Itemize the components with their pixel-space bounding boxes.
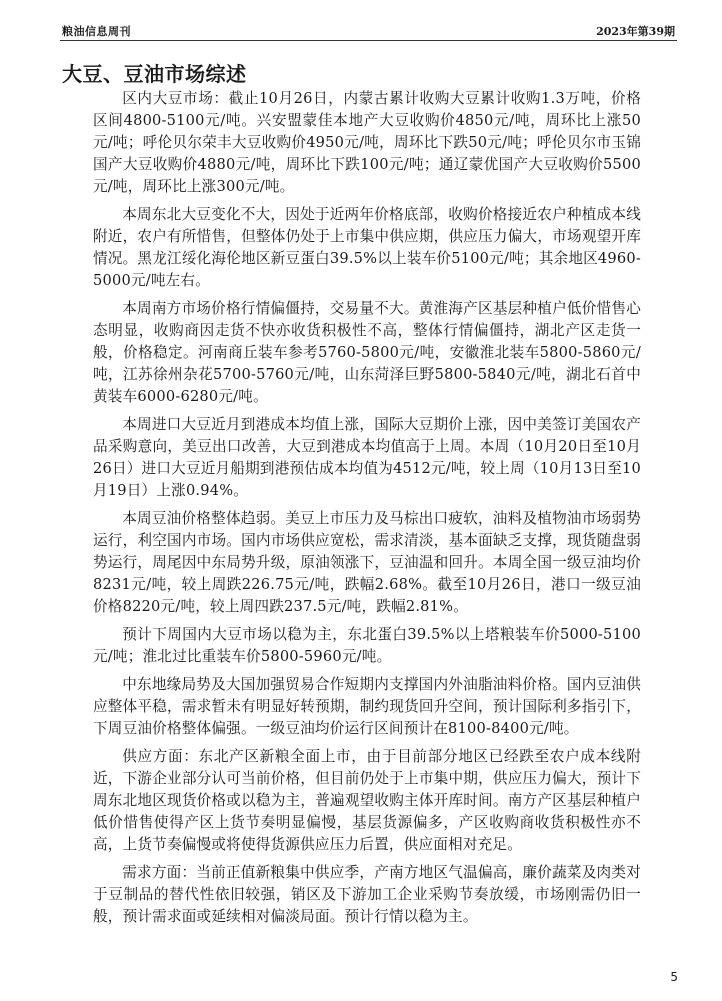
page-number: 5 [670, 970, 678, 984]
section-title: 大豆、豆油市场综述 [62, 62, 247, 86]
article-body [93, 88, 641, 934]
paragraph: 中东地缘局势及大国加强贸易合作短期内支撑国内外油脂油料价格。国内豆油供应整体平稳，需求暂未有明显好转预期，制约现货回升空间，预计国际利多指引下，下周豆油价格整体偏强。一级豆油均价运行区间预计在8100-8400元/吨。 [93, 676, 641, 737]
paragraph: 预计下周国内大豆市场以稳为主，东北蛋白39.5%以上塔粮装车价5000-5100元/吨；淮北过比重装车价5800-5960元/吨。 [93, 626, 641, 665]
paragraph: 本周豆油价格整体趋弱。美豆上市压力及马棕出口疲软，油料及植物油市场弱势运行，利空国内市场。国内市场供应宽松，需求清淡，基本面缺乏支撑，现货随盘弱势运行，周尾因中东局势升级，原油领涨下，豆油温和回升。本周全国一级豆油均价8231元/吨，较上周跌226.75元/吨，跌幅2.68%。截至10月26日，港口一级豆油价格8220元/吨，较上周四跌237.5元/吨，跌幅2.81%。 [93, 510, 641, 615]
paragraph: 本周进口大豆近月到港成本均值上涨，国际大豆期价上涨，因中美签订美国农产品采购意向，美豆出口改善，大豆到港成本均值高于上周。本周（10月20日至10月26日）进口大豆近月船期到港预估成本均值为4512元/吨，较上周（10月13日至10月19日）上涨0.94%。 [93, 416, 641, 499]
paragraph: 供应方面：东北产区新粮全面上市，由于目前部分地区已经跌至农户成本线附近，下游企业部分认可当前价格，但目前仍处于上市集中期，供应压力偏大，预计下周东北地区现货价格或以稳为主，普遍观望收购主体开库时间。南方产区基层种植户低价惜售使得产区上货节奏明显偏慢，基层货源偏多，产区收购商收货积极性亦不高，上货节奏偏慢或将使得货源供应压力后置，供应面相对充足。 [93, 748, 641, 853]
paragraph: 需求方面：当前正值新粮集中供应季，产南方地区气温偏高，廉价蔬菜及肉类对于豆制品的替代性依旧较强，销区及下游加工企业采购节奏放缓，市场刚需仍旧一般，预计需求面或延续相对偏淡局面。预计行情以稳为主。 [93, 864, 641, 925]
paragraph: 区内大豆市场：截止10月26日，内蒙古累计收购大豆累计收购1.3万吨，价格区间4800-5100元/吨。兴安盟蒙佳本地产大豆收购价4850元/吨，周环比上涨50元/吨；呼伦贝尔荣丰大豆收购价4950元/吨，周环比下跌50元/吨；呼伦贝尔市玉锦国产大豆收购价4880元/吨，周环比下跌100元/吨；通辽蒙优国产大豆收购价5500元/吨，周环比上涨300元/吨。 [93, 90, 641, 195]
issue-number: 2023年第39期 [596, 25, 675, 38]
paragraph: 本周东北大豆变化不大，因处于近两年价格底部，收购价格接近农户种植成本线附近，农户有所惜售，但整体仍处于上市集中供应期，供应压力偏大，市场观望开库情况。黑龙江绥化海伦地区新豆蛋白39.5%以上装车价5100元/吨；其余地区4960-5000元/吨左右。 [93, 206, 641, 289]
page-header [60, 22, 677, 41]
publication-name: 粮油信息周刊 [62, 25, 131, 38]
paragraph: 本周南方市场价格行情偏僵持，交易量不大。黄淮海产区基层种植户低价惜售心态明显，收购商因走货不快亦收货积极性不高，整体行情偏僵持，湖北产区走货一般，价格稳定。河南商丘装车参考5760-5800元/吨，安徽淮北装车5800-5860元/吨，江苏徐州杂花5700-5760元/吨，山东菏泽巨野5800-5840元/吨，湖北石首中黄装车6000-6280元/吨。 [93, 300, 641, 405]
